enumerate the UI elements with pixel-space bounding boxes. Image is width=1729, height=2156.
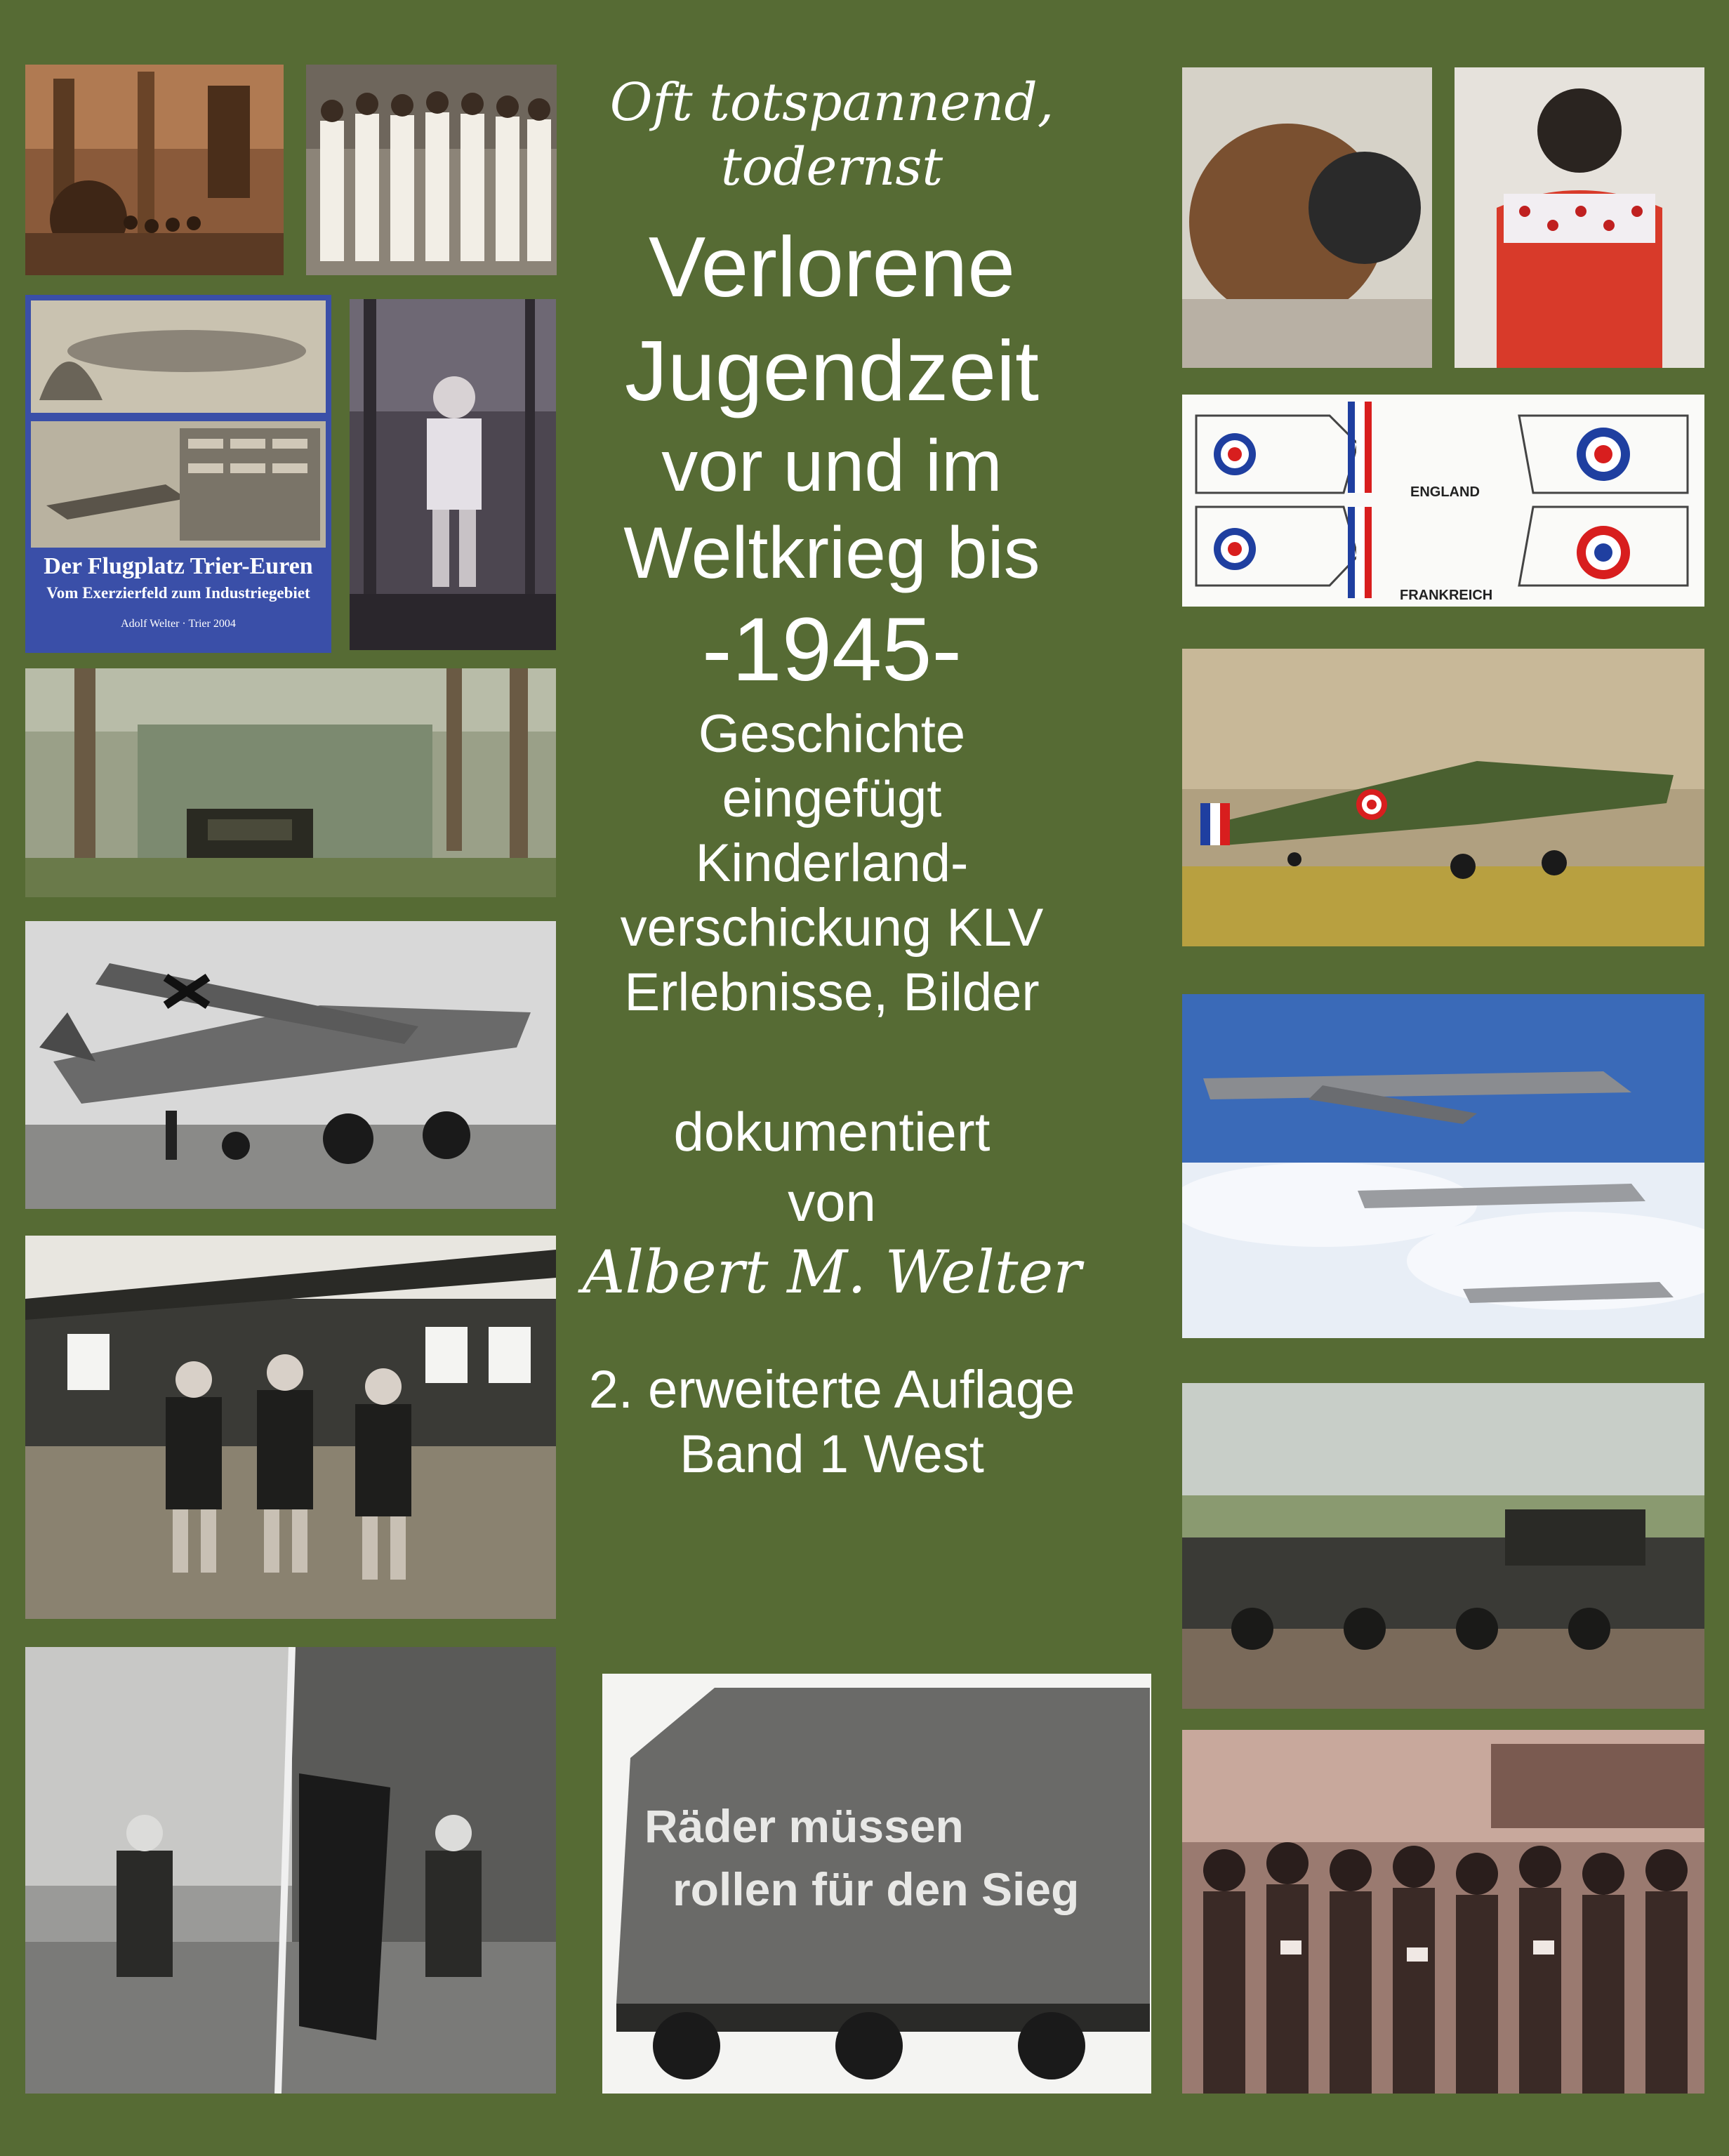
tagline-line2: todernst [720, 137, 943, 197]
desc-line2: eingefügt [722, 769, 942, 828]
photo-boy-in-forest [350, 299, 556, 650]
photo-evacuee-children-station [1182, 1730, 1704, 2094]
book-cover-flugplatz [25, 295, 331, 653]
desc-line3: Kinderland- [695, 833, 969, 893]
label-frankreich: FRANKREICH [1400, 588, 1493, 603]
title-line2: Jugendzeit [624, 323, 1040, 418]
photo-mustang-fighters [1182, 994, 1704, 1338]
documented-line2: von [788, 1171, 876, 1233]
label-england: ENGLAND [1410, 484, 1480, 500]
book-author-line: Adolf Welter · Trier 2004 [121, 618, 236, 630]
photo-gymnasts [306, 65, 557, 275]
edition-line1: 2. erweiterte Auflage [588, 1360, 1075, 1420]
edition-line2: Band 1 West [680, 1424, 984, 1484]
photo-bunker [25, 668, 556, 897]
author-name: Albert M. Welter [582, 1238, 1082, 1307]
photo-junkers-bomber [25, 921, 556, 1209]
documented-line1: dokumentiert [673, 1101, 991, 1163]
photo-steam-train-field [1182, 1383, 1704, 1709]
tagline-line1: Oft totspannend, [609, 72, 1054, 133]
card-roundels [1182, 395, 1704, 607]
book-title: Der Flugplatz Trier-Euren [44, 553, 313, 579]
subtitle-line2: Weltkrieg bis [623, 512, 1040, 594]
year: -1945- [702, 600, 962, 700]
slogan-line1: Räder müssen [644, 1800, 964, 1852]
desc-line4: verschickung KLV [620, 898, 1044, 958]
title-line1: Verlorene [648, 219, 1016, 315]
slogan-line2: rollen für den Sieg [673, 1863, 1080, 1915]
photo-child-gasmask-2 [1455, 67, 1704, 368]
cover-text-block [576, 70, 1088, 1487]
photo-model-plane-roundel [1182, 649, 1704, 946]
photo-flag-ceremony [25, 1647, 556, 2094]
photo-factory-workers [25, 65, 284, 275]
photo-three-boys-barracks [25, 1236, 556, 1619]
photo-locomotive-tender [602, 1674, 1151, 2094]
desc-line5: Erlebnisse, Bilder [624, 963, 1040, 1022]
subtitle-line1: vor und im [661, 425, 1002, 507]
book-subtitle: Vom Exerzierfeld zum Industriegebiet [46, 584, 310, 602]
desc-line1: Geschichte [698, 704, 966, 764]
photo-child-gasmask-1 [1182, 67, 1432, 368]
